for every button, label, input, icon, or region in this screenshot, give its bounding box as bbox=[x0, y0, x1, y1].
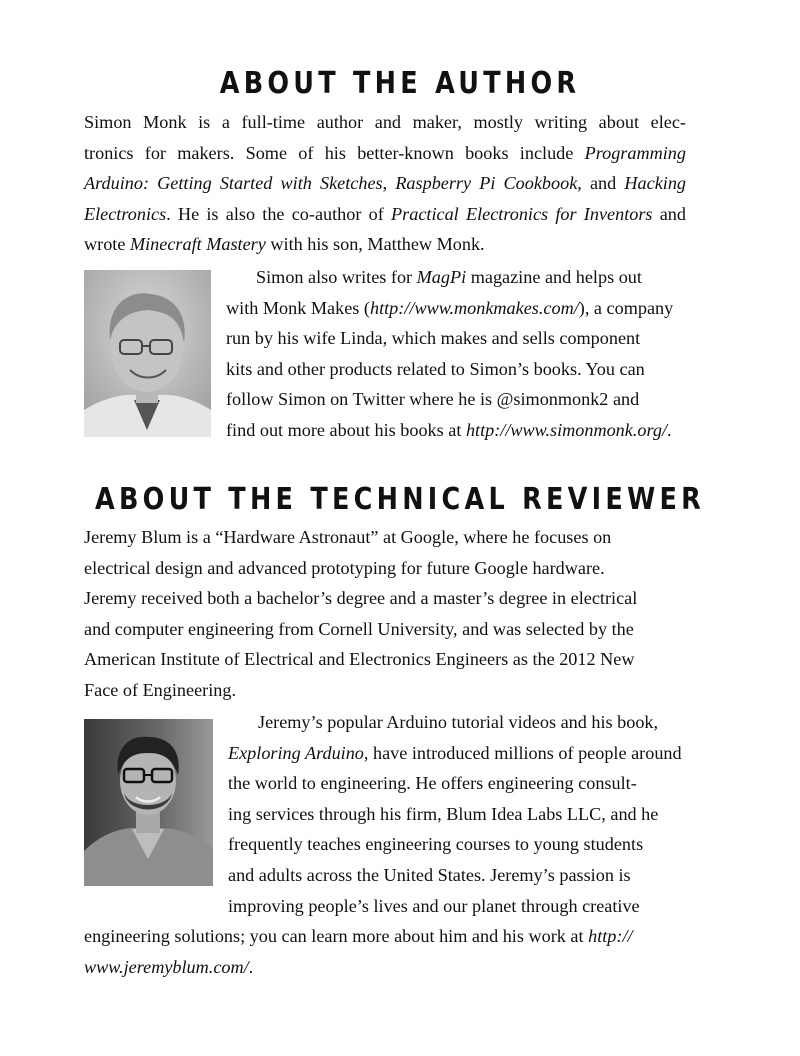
reviewer-extra-paragraph bbox=[228, 707, 718, 921]
text-line: Simon also writes for MagPi magazine and helps out bbox=[256, 267, 642, 287]
text-line: Jeremy’s popular Arduino tutorial videos and his book, bbox=[258, 712, 659, 732]
author-bio-paragraph bbox=[84, 107, 686, 260]
text-line: Jeremy Blum is a “Hardware Astronaut” at Google, where he focuses on bbox=[84, 527, 612, 547]
reviewer-photo bbox=[84, 719, 213, 886]
text-line: tronics for makers. Some of his better-known books include Programming bbox=[84, 142, 686, 163]
text-line: run by his wife Linda, which makes and sells component bbox=[226, 328, 641, 349]
text-line: with Monk Makes (http://www.monkmakes.com/), a company bbox=[226, 297, 674, 318]
jeremyblum-link: http:// bbox=[588, 926, 633, 946]
monkmakes-link: http://www.monkmakes.com/ bbox=[369, 297, 579, 318]
text-line: ing services through his firm, Blum Idea Labs LLC, and he bbox=[228, 803, 659, 824]
reviewer-heading: ABOUT THE TECHNICAL REVIEWER bbox=[94, 482, 706, 517]
text-line: Exploring Arduino, have introduced millions of people around bbox=[228, 742, 682, 763]
author-extra-paragraph bbox=[226, 262, 706, 446]
text-line: and adults across the United States. Jeremy’s passion is bbox=[228, 864, 631, 885]
reviewer-extra-paragraph-tail bbox=[84, 921, 704, 982]
text-line: American Institute of Electrical and Electronics Engineers as the 2012 New bbox=[84, 649, 635, 670]
text-line: Simon Monk is a full-time author and maker, mostly writing about elec- bbox=[84, 112, 686, 132]
text-line: electrical design and advanced prototyping for future Google hardware. bbox=[84, 557, 605, 578]
text-line: Face of Engineering. bbox=[84, 679, 237, 700]
text-line: find out more about his books at http://www.simonmonk.org/. bbox=[226, 419, 672, 440]
text-line: frequently teaches engineering courses to young students bbox=[228, 834, 644, 855]
text-line: follow Simon on Twitter where he is @simonmonk2 and bbox=[226, 389, 640, 410]
text-line: Electronics. He is also the co-author of Practical Electronics for Inventors and bbox=[84, 203, 686, 224]
text-line: improving people’s lives and our planet through creative bbox=[228, 895, 640, 916]
text-line: the world to engineering. He offers engineering consult- bbox=[228, 773, 637, 794]
reviewer-bio-paragraph bbox=[84, 522, 704, 706]
author-heading: ABOUT THE AUTHOR bbox=[219, 66, 581, 101]
text-line: Jeremy received both a bachelor’s degree and a master’s degree in electrical bbox=[84, 588, 638, 609]
jeremyblum-link-cont: www.jeremyblum.com/ bbox=[84, 956, 249, 977]
text-line: engineering solutions; you can learn more about him and his work at http:// bbox=[84, 926, 633, 946]
text-line: kits and other products related to Simon’s books. You can bbox=[226, 358, 645, 379]
text-line: wrote Minecraft Mastery with his son, Matthew Monk. bbox=[84, 234, 485, 255]
simonmonk-link: http://www.simonmonk.org/ bbox=[465, 419, 668, 440]
text-line: www.jeremyblum.com/. bbox=[84, 956, 254, 977]
text-line: Arduino: Getting Started with Sketches, Raspberry Pi Cookbook, and Hacking bbox=[84, 173, 687, 194]
author-photo bbox=[84, 270, 211, 437]
text-line: and computer engineering from Cornell University, and was selected by the bbox=[84, 618, 634, 639]
